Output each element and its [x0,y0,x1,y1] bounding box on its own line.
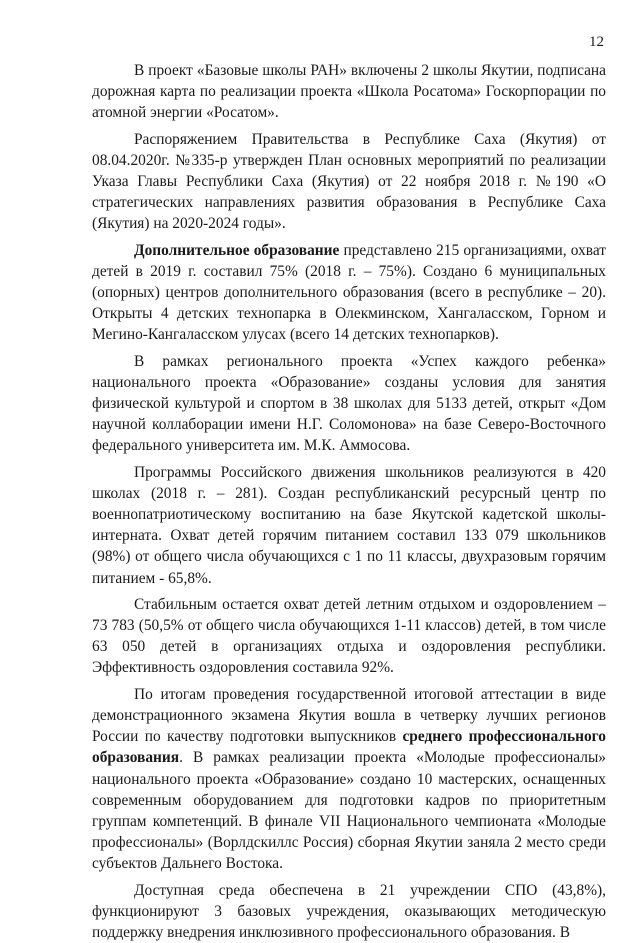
paragraph [92,880,606,943]
paragraph [92,684,606,875]
text-run: В проект «Базовые школы РАН» включены 2 школы Якутии, подписана дорожная карта по реализации проекта «Школа Росатома» Госкорпорации по атомной энергии «Росатом». [92,62,606,122]
paragraph [92,129,606,235]
text-run: . В рамках реализации проекта «Молодые профессионалы» национального проекта «Образование» создано 10 мастерских, оснащенных современным оборудованием для подготовки кадров по приоритетным группам компетенций. В финале VII Национального чемпионата «Молодые профессионалы» (Ворлдскиллс Россия) сборная Якутии заняла 2 место среди субъектов Дальнего Востока. [92,749,606,873]
document-body [92,60,606,943]
text-run: представлено 215 организациями, охват детей в 2019 г. составил 75% (2018 г. – 75%). Создано 6 муниципальных (опорных) центров дополнительного образования (всего в республике – 20). Открыты 4 детских технопарка в Олекминском, Хангаласском, Горном и Мегино-Кангаласском улусах (всего 14 детских технопарков). [92,241,606,344]
paragraph [92,240,606,346]
bold-text: среднего профессионального образования [92,728,606,767]
text-run: Доступная среда обеспечена в 21 учреждении СПО (43,8%), функционируют 3 базовых учреждения, оказывающих методическую поддержку внедрения инклюзивного профессионального образования. В [92,881,606,941]
paragraph [92,594,606,679]
paragraph [92,351,606,457]
text-run: Распоряжением Правительства в Республике Саха (Якутия) от 08.04.2020г. №335-р утвержден План основных мероприятий по реализации Указа Главы Республики Саха (Якутия) от 22 ноября 2018 г. №190 «О стратегических направлениях развития образования в Республике Саха (Якутия) на 2020-2024 годы». [92,130,606,233]
text-run: По итогам проведения государственной итоговой аттестации в виде демонстрационного экзамена Якутия вошла в четверку лучших регионов России по качеству подготовки выпускников [92,685,606,746]
text-run: Программы Российского движения школьников реализуются в 420 школах (2018 г. – 281). Создан республиканский ресурсный центр по военнопатриотическому воспитанию на базе Якутской кадетской школы-интерната. Охват детей горячим питанием составил 133 079 школьников (98%) от общего числа обучающихся с 1 по 11 классы, двухразовым горячим питанием - 65,8%. [92,463,606,587]
paragraph [92,60,606,124]
bold-text: Дополнительное образование [134,241,340,259]
page-number: 12 [589,34,604,50]
text-run: Стабильным остается охват детей летним отдыхом и оздоровлением – 73 783 (50,5% от общего числа обучающихся 1-11 классов) детей, в том числе 63 050 детей в организациях отдыха и оздоровления республики. Эффективность оздоровления составила 92%. [92,595,606,677]
text-run: В рамках регионального проекта «Успех каждого ребенка» национального проекта «Образование» созданы условия для занятия физической культурой и спортом в 38 школах для 5133 детей, открыт «Дом научной коллаборации имени Н.Г. Соломонова» на базе Северо-Восточного федерального университета им. М.К. Аммосова. [92,352,606,455]
paragraph [92,462,606,589]
